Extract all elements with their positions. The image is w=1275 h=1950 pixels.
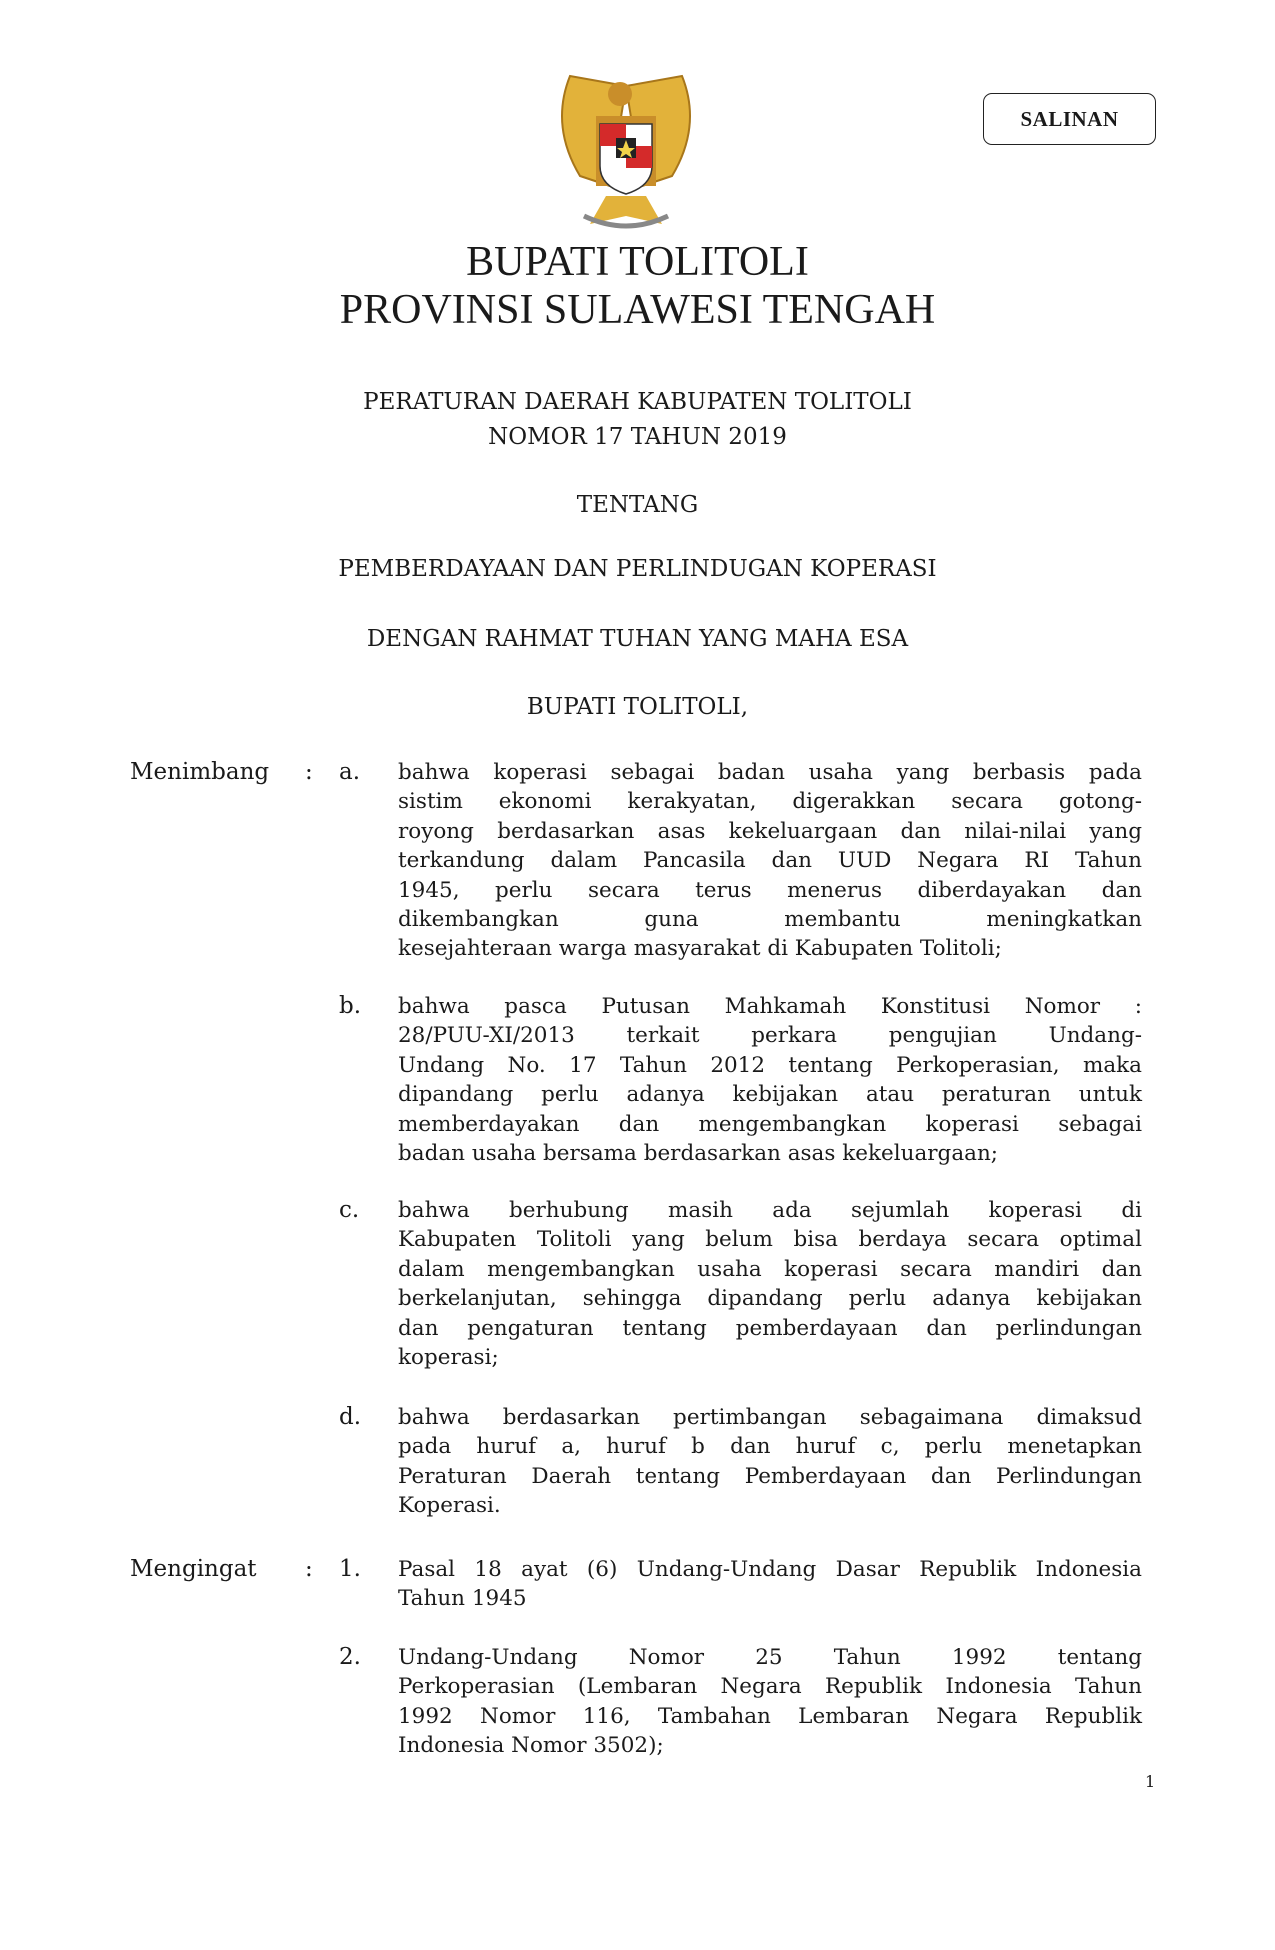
item-marker: 2. [339, 1644, 361, 1670]
text-line: kesejahteraan warga masyarakat di Kabupaten Tolitoli; [398, 936, 1002, 962]
text-line: dikembangkan guna membantu meningkatkan [398, 906, 1142, 932]
issuer-heading: BUPATI TOLITOLI, [526, 694, 749, 720]
text-line: bahwa koperasi sebagai badan usaha yang berbasis pada [398, 760, 1142, 785]
text-line: koperasi; [398, 1344, 499, 1370]
title-issuer: BUPATI TOLITOLI [466, 239, 809, 285]
page-number: 1 [1145, 1772, 1156, 1791]
item-text [398, 1555, 1142, 1614]
text-line: 28/PUU-XI/2013 terkait perkara pengujian Undang- [398, 1023, 1142, 1049]
garuda-emblem [540, 66, 712, 242]
text-line: Koperasi. [398, 1493, 501, 1519]
text-line: bahwa berdasarkan pertimbangan sebagaimana dimaksud [398, 1405, 1142, 1430]
text-line: Undang No. 17 Tahun 2012 tentang Perkoperasian, maka [398, 1052, 1142, 1078]
text-line: dipandang perlu adanya kebijakan atau peraturan untuk [398, 1082, 1142, 1108]
item-marker: b. [339, 993, 362, 1019]
text-line: pada huruf a, huruf b dan huruf c, perlu menetapkan [398, 1434, 1142, 1460]
text-line: Kabupaten Tolitoli yang belum bisa berdaya secara optimal [398, 1227, 1142, 1253]
item-text [398, 1196, 1142, 1372]
regulation-name: PERATURAN DAERAH KABUPATEN TOLITOLI [363, 389, 912, 415]
text-line: 1945, perlu secara terus menerus diberdayakan dan [398, 877, 1142, 903]
title-province: PROVINSI SULAWESI TENGAH [339, 287, 936, 333]
text-line: Pasal 18 ayat (6) Undang-Undang Dasar Republik Indonesia [398, 1557, 1142, 1582]
mengingat-colon: : [305, 1556, 313, 1582]
text-line: berkelanjutan, sehingga dipandang perlu adanya kebijakan [398, 1286, 1142, 1312]
text-line: Peraturan Daerah tentang Pemberdayaan dan Perlindungan [398, 1463, 1142, 1489]
text-line: Undang-Undang Nomor 25 Tahun 1992 tentang [398, 1645, 1142, 1670]
text-line: bahwa pasca Putusan Mahkamah Konstitusi Nomor : [398, 994, 1142, 1019]
text-line: sistim ekonomi kerakyatan, digerakkan secara gotong- [398, 789, 1142, 815]
menimbang-label: Menimbang [130, 759, 270, 785]
mengingat-label: Mengingat [130, 1556, 257, 1582]
item-marker: c. [339, 1197, 360, 1223]
text-line: Tahun 1945 [398, 1586, 527, 1612]
item-marker: d. [339, 1404, 362, 1430]
text-line: Indonesia Nomor 3502); [398, 1733, 664, 1759]
text-line: badan usaha bersama berdasarkan asas kekeluargaan; [398, 1140, 999, 1166]
text-line: dalam mengembangkan usaha koperasi secara mandiri dan [398, 1256, 1142, 1282]
text-line: royong berdasarkan asas kekeluargaan dan nilai-nilai yang [398, 818, 1142, 844]
regulation-number: NOMOR 17 TAHUN 2019 [488, 424, 787, 450]
item-text [398, 1643, 1142, 1761]
item-text [398, 758, 1142, 964]
item-marker: 1. [339, 1556, 361, 1582]
salinan-stamp: SALINAN [983, 93, 1156, 145]
about-heading: TENTANG [576, 492, 699, 518]
menimbang-colon: : [305, 759, 313, 785]
item-text [398, 1403, 1142, 1521]
text-line: dan pengaturan tentang pemberdayaan dan perlindungan [398, 1315, 1142, 1341]
text-line: terkandung dalam Pancasila dan UUD Negara RI Tahun [398, 848, 1142, 874]
item-text [398, 992, 1142, 1168]
subject-heading: PEMBERDAYAAN DAN PERLINDUGAN KOPERASI [338, 556, 937, 582]
text-line: 1992 Nomor 116, Tambahan Lembaran Negara Republik [398, 1703, 1142, 1729]
text-line: memberdayakan dan mengembangkan koperasi sebagai [398, 1111, 1142, 1137]
invocation: DENGAN RAHMAT TUHAN YANG MAHA ESA [366, 626, 909, 652]
text-line: Perkoperasian (Lembaran Negara Republik Indonesia Tahun [398, 1674, 1142, 1700]
item-marker: a. [339, 759, 361, 785]
text-line: bahwa berhubung masih ada sejumlah koperasi di [398, 1198, 1142, 1223]
